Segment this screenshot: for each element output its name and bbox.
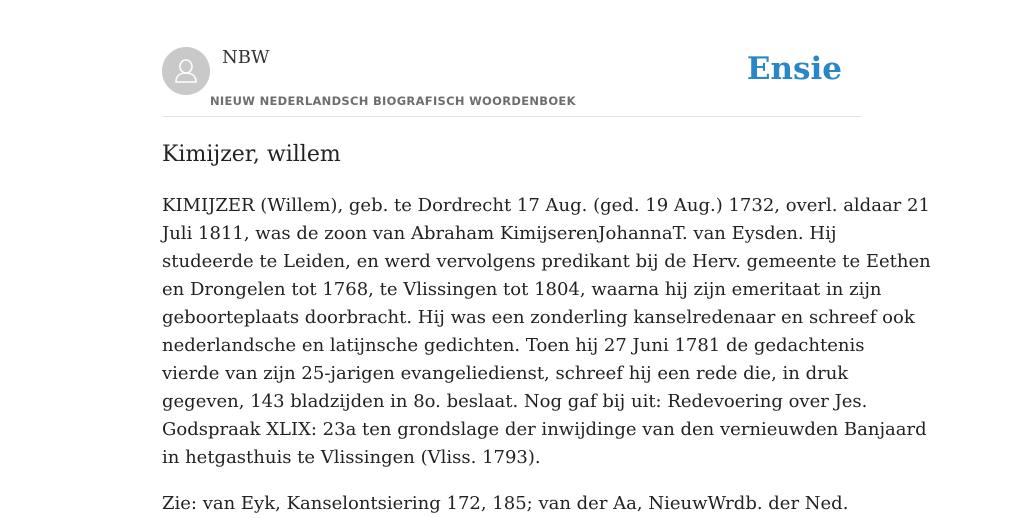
source-header (162, 0, 862, 117)
body-line: Godspraak XLIX: 23a ten grondslage der inwijdinge van den vernieuwden Banjaard (162, 419, 927, 440)
source-subtitle: NIEUW NEDERLANDSCH BIOGRAFISCH WOORDENBOEK (210, 94, 576, 108)
page (162, 0, 931, 514)
source-name[interactable]: NBW (222, 47, 270, 68)
body-line: nederlandsche en latijnsche gedichten. Toen hij 27 Juni 1781 de gedachtenis (162, 335, 865, 356)
body-line: studeerde te Leiden, en werd vervolgens predikant bij de Herv. gemeente te Eethen (162, 251, 931, 272)
body-line: vierde van zijn 25-jarigen evangeliedienst, schreef hij een rede die, in druk (162, 363, 849, 384)
user-icon[interactable] (162, 47, 210, 95)
body-line: en Drongelen tot 1768, te Vlissingen tot 1804, waarna hij zijn emeritaat in zijn (162, 279, 882, 300)
body-line: geboorteplaats doorbracht. Hij was een zonderling kanselredenaar en schreef ook (162, 307, 915, 328)
article-reference: Zie: van Eyk, Kanselontsiering 172, 185; van der Aa, NieuwWrdb. der Ned. (162, 493, 849, 514)
body-line: KIMIJZER (Willem), geb. te Dordrecht 17 Aug. (ged. 19 Aug.) 1732, overl. aldaar 21 (162, 195, 930, 216)
body-line: gegeven, 143 bladzijden in 8o. beslaat. Nog gaf bij uit: Redevoering over Jes. (162, 391, 868, 412)
article-body (162, 192, 931, 472)
body-line: in hetgasthuis te Vlissingen (Vliss. 1793). (162, 447, 541, 468)
article-title: Kimijzer, willem (162, 142, 341, 167)
ensie-logo[interactable]: Ensie (746, 51, 842, 87)
body-line: Juli 1811, was de zoon van Abraham KimijserenJohannaT. van Eysden. Hij (162, 223, 837, 244)
